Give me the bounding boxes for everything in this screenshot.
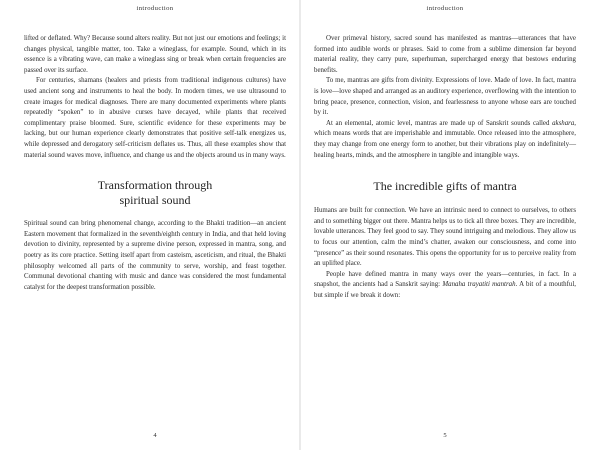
- para5-text-after: . A bit of a mouthful, but simple if we break it down:: [314, 281, 576, 299]
- section-heading-gifts: The incredible gifts of mantra: [373, 179, 517, 194]
- running-head-left: introduction: [136, 5, 174, 12]
- para3-text-before: At an elemental, atomic level, mantras are made up of Sanskrit sounds called: [326, 119, 553, 127]
- right-page: [300, 0, 600, 450]
- right-paragraph-3: [314, 119, 576, 161]
- left-paragraph-2: For centuries, shamans (healers and priests from traditional indigenous cultures) have used ancient song and instruments to heal the body. In modern times, we use ultrasound to create images for medical diagnoses. There are many documented experiments where plants repeatedly “spoken” to in abusive curses have decayed, while plants that received complimentary praise bloomed. Sure, scientific evidence for these experiments may be lacking, but our human experience clearly demonstrates that positive self-talk energizes us, while depressed and derogatory self-criticism deflates us. Thus, all these examples show that material sound waves move, influence, and change us and the objects around us in many ways.: [24, 77, 286, 159]
- para3-text-after: , which means words that are imperishable and immutable. Once released into the atmosphere, they may change from one energy form to another, but their vibrations play on indefinitely—healing hearts, minds, and the atmosphere in tangible and intangible ways.: [314, 119, 576, 159]
- right-paragraph-5: [314, 270, 576, 302]
- page-number-right: 5: [443, 432, 447, 439]
- akshara-term: akshara: [552, 119, 575, 127]
- right-page-text: [314, 34, 576, 301]
- right-paragraph-4: Humans are built for connection. We have an intrinsic need to connect to ourselves, to others and to something bigger out there. Mantra helps us to tick all three boxes. They are incredible, lovable utterances. They feel good to say. They sound intriguing and melodious. They allow us to focus our attention, calm the mind’s chatter, awaken our consciousness, and come into “presence” as their sound resonates. This opens the opportunity for us to perceive reality from an uplifted place.: [314, 207, 576, 268]
- para5-text-before: People have defined mantra in many ways over the years—centuries, in fact. In a snapshot, the ancients had a Sanskrit saying:: [314, 270, 576, 289]
- left-paragraph-3: Spiritual sound can bring phenomenal change, according to the Bhakti tradition—an ancient Eastern movement that formalized in the seventh/eighth century in India, and that held loving devotion to divinity, represented by a supreme divine person, expressed in mantra, song, and poetry as its core practice. Setting itself apart from casteism, asceticism, and ritual, the Bhakti philosophy welcomed all parts of the community to serve, worship, and feast together. Communal devotional chanting with music and dance was considered the most fundamental catalyst for the deepest transformation possible.: [24, 220, 286, 291]
- sanskrit-saying: Manaha trayatiti mantrah: [442, 281, 516, 289]
- section-heading-transformation: [24, 178, 286, 208]
- running-head-right: introduction: [426, 5, 464, 12]
- heading-line-1: Transformation through: [97, 178, 213, 193]
- heading-line-2: spiritual sound: [119, 193, 191, 208]
- left-page-text: [24, 34, 286, 293]
- left-paragraph-1: lifted or deflated. Why? Because sound alters reality. But not just our emotions and feelings; it changes physical, tangible matter, too. Take a wineglass, for example. Sound, which in its essence is a vibrating wave, can make a wineglass sing or break when certain frequencies are passed over its surface.: [24, 35, 286, 74]
- right-paragraph-1: Over primeval history, sacred sound has manifested as mantras—utterances that have formed into audible words or phrases. Said to come from a sublime dimension far beyond material reality, they carry pure, superhuman, supercharged energy that bestows enduring benefits.: [314, 35, 576, 74]
- page-number-left: 4: [153, 432, 157, 439]
- right-paragraph-2: To me, mantras are gifts from divinity. Expressions of love. Made of love. In fact, mantra is love—love shaped and arranged as an auditory experience, overflowing with the intention to bring peace, presence, connection, vision, and fearlessness to anyone whose ears are touched by it.: [314, 77, 576, 117]
